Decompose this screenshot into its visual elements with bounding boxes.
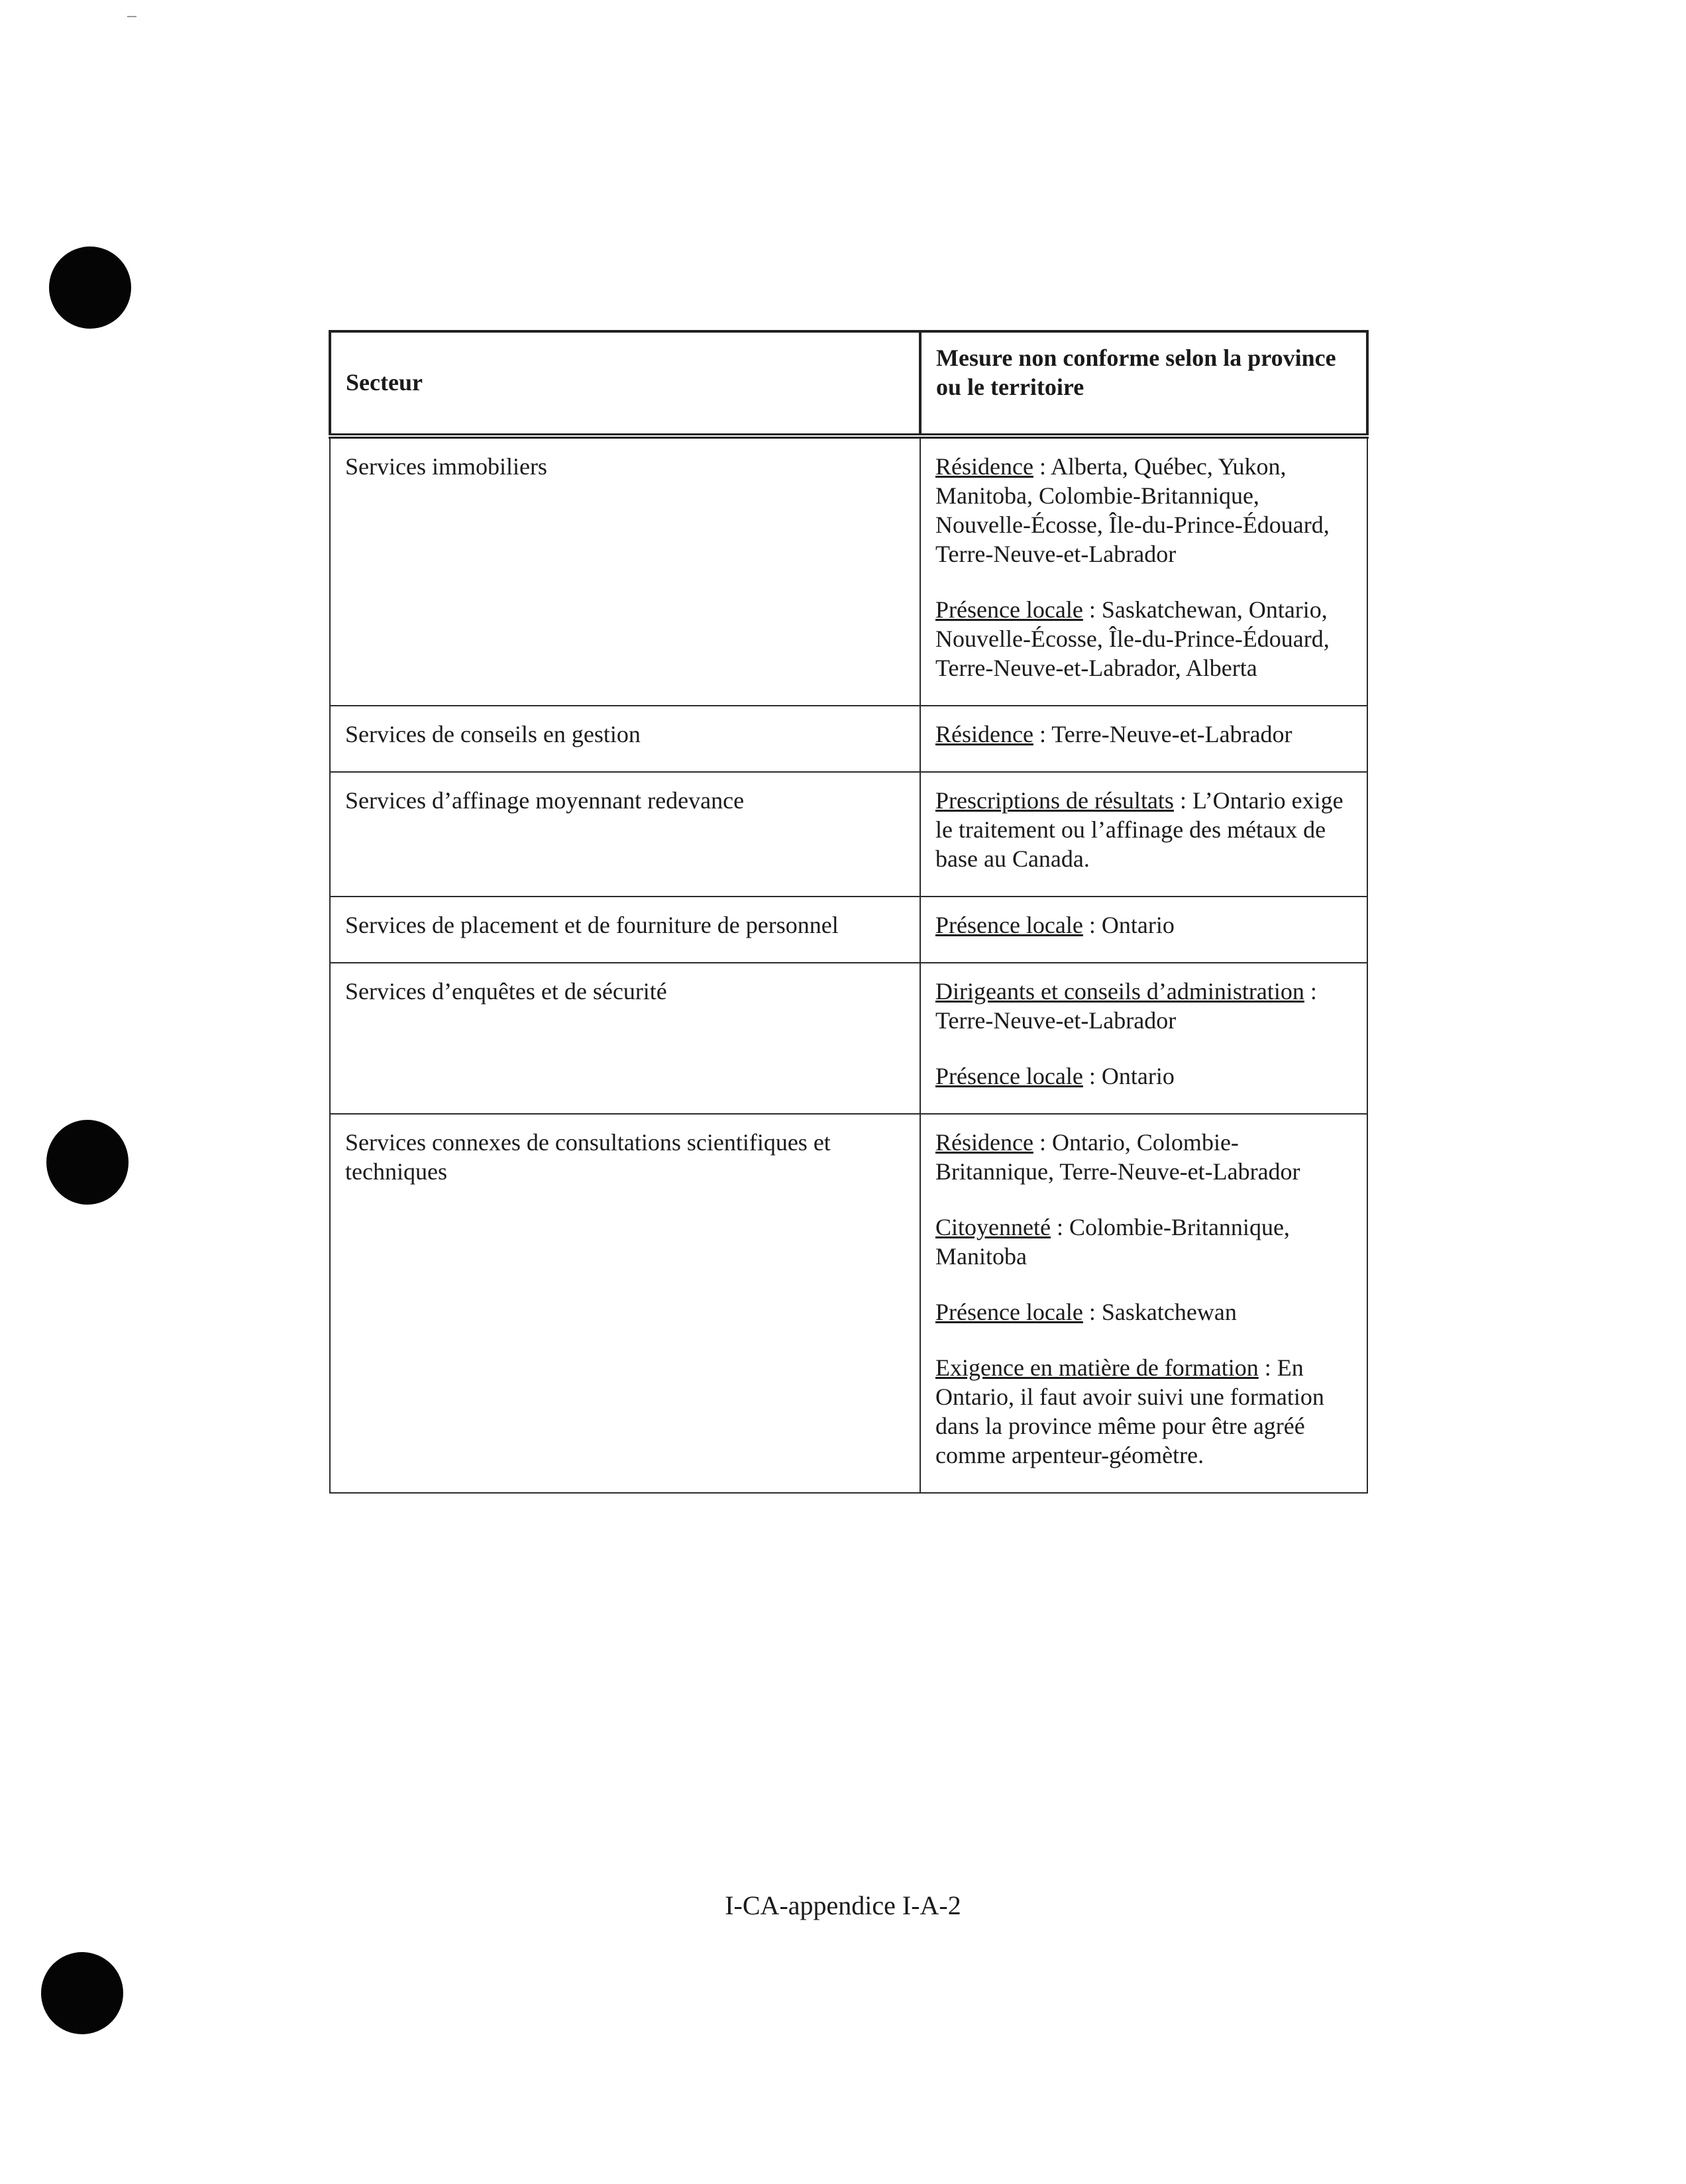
measure-entry	[935, 452, 1352, 569]
measure-text: En Ontario, il faut avoir suivi une formation dans la province même pour être agréé comme arpenteur-géomètre.	[935, 1354, 1324, 1468]
table-row	[330, 706, 1367, 772]
table-row	[330, 1114, 1367, 1493]
table-row	[330, 963, 1367, 1114]
measure-separator: :	[1033, 721, 1052, 747]
measure-separator: :	[1082, 596, 1102, 623]
table-body	[330, 436, 1367, 1493]
measure-separator: :	[1033, 1129, 1052, 1156]
table-row	[330, 897, 1367, 963]
punch-hole-top	[49, 246, 131, 329]
punch-hole-middle	[46, 1120, 129, 1205]
measure-entry	[935, 1297, 1352, 1327]
measure-entry	[935, 595, 1352, 682]
measure-entry	[935, 977, 1352, 1035]
measure-separator: :	[1304, 978, 1317, 1005]
table-header-row	[330, 331, 1367, 436]
measure-text: L’Ontario exige le traitement ou l’affinage des métaux de base au Canada.	[935, 787, 1344, 872]
sector-cell: Services immobiliers	[330, 436, 920, 706]
measure-type-label: Dirigeants et conseils d’administration	[935, 978, 1304, 1005]
table-row	[330, 772, 1367, 897]
measure-entry	[935, 910, 1352, 940]
measure-text: Ontario	[1101, 1063, 1175, 1089]
measure-text: Alberta, Québec, Yukon, Manitoba, Colombie-Britannique, Nouvelle-Écosse, Île-du-Prince-Édouard, Terre-Neuve-et-Labrador	[935, 453, 1330, 567]
scan-mark	[127, 16, 136, 17]
measure-type-label: Présence locale	[935, 596, 1083, 623]
measure-entry	[935, 1213, 1352, 1271]
measure-type-label: Présence locale	[935, 1299, 1083, 1325]
measure-cell	[920, 1114, 1367, 1493]
page-footer: I-CA-appendice I-A-2	[725, 1890, 961, 1920]
nonconforming-measures-table	[329, 330, 1369, 1494]
measure-text: Ontario, Colombie-Britannique, Terre-Neuve-et-Labrador	[935, 1129, 1300, 1185]
measure-type-label: Résidence	[935, 453, 1033, 480]
measure-entry	[935, 1353, 1352, 1470]
measure-type-label: Présence locale	[935, 1063, 1083, 1089]
measure-text: Colombie-Britannique, Manitoba	[935, 1214, 1290, 1270]
sector-cell: Services d’affinage moyennant redevance	[330, 772, 920, 897]
measure-text: Saskatchewan, Ontario, Nouvelle-Écosse, Île-du-Prince-Édouard, Terre-Neuve-et-Labrador, Alberta	[935, 596, 1330, 681]
header-measure: Mesure non conforme selon la province ou le territoire	[920, 331, 1367, 436]
measure-entry	[935, 1128, 1352, 1186]
measure-separator: :	[1173, 787, 1192, 814]
measure-separator: :	[1082, 912, 1102, 938]
measure-entry	[935, 1062, 1352, 1091]
measure-entry	[935, 786, 1352, 873]
measure-separator: :	[1082, 1299, 1102, 1325]
measure-text: Saskatchewan	[1101, 1299, 1237, 1325]
measure-cell	[920, 963, 1367, 1114]
sector-cell: Services d’enquêtes et de sécurité	[330, 963, 920, 1114]
measure-text: Ontario	[1101, 912, 1175, 938]
sector-cell: Services de conseils en gestion	[330, 706, 920, 772]
measure-cell	[920, 772, 1367, 897]
measure-text: Terre-Neuve-et-Labrador	[1051, 721, 1292, 747]
sector-cell: Services connexes de consultations scientifiques et techniques	[330, 1114, 920, 1493]
measure-separator: :	[1258, 1354, 1277, 1381]
measure-separator: :	[1033, 453, 1051, 480]
sector-cell: Services de placement et de fourniture de personnel	[330, 897, 920, 963]
measure-entry	[935, 720, 1352, 749]
measure-cell	[920, 706, 1367, 772]
measure-type-label: Résidence	[935, 721, 1033, 747]
measure-type-label: Présence locale	[935, 912, 1083, 938]
measure-cell	[920, 897, 1367, 963]
punch-hole-bottom	[41, 1952, 123, 2034]
measure-text: Terre-Neuve-et-Labrador	[935, 1007, 1177, 1034]
measure-type-label: Citoyenneté	[935, 1214, 1051, 1240]
measure-type-label: Prescriptions de résultats	[935, 787, 1174, 814]
measure-type-label: Résidence	[935, 1129, 1033, 1156]
measure-separator: :	[1050, 1214, 1069, 1240]
measure-type-label: Exigence en matière de formation	[935, 1354, 1259, 1381]
header-sector: Secteur	[330, 331, 920, 436]
table-row	[330, 436, 1367, 706]
measure-cell	[920, 436, 1367, 706]
measure-separator: :	[1082, 1063, 1102, 1089]
